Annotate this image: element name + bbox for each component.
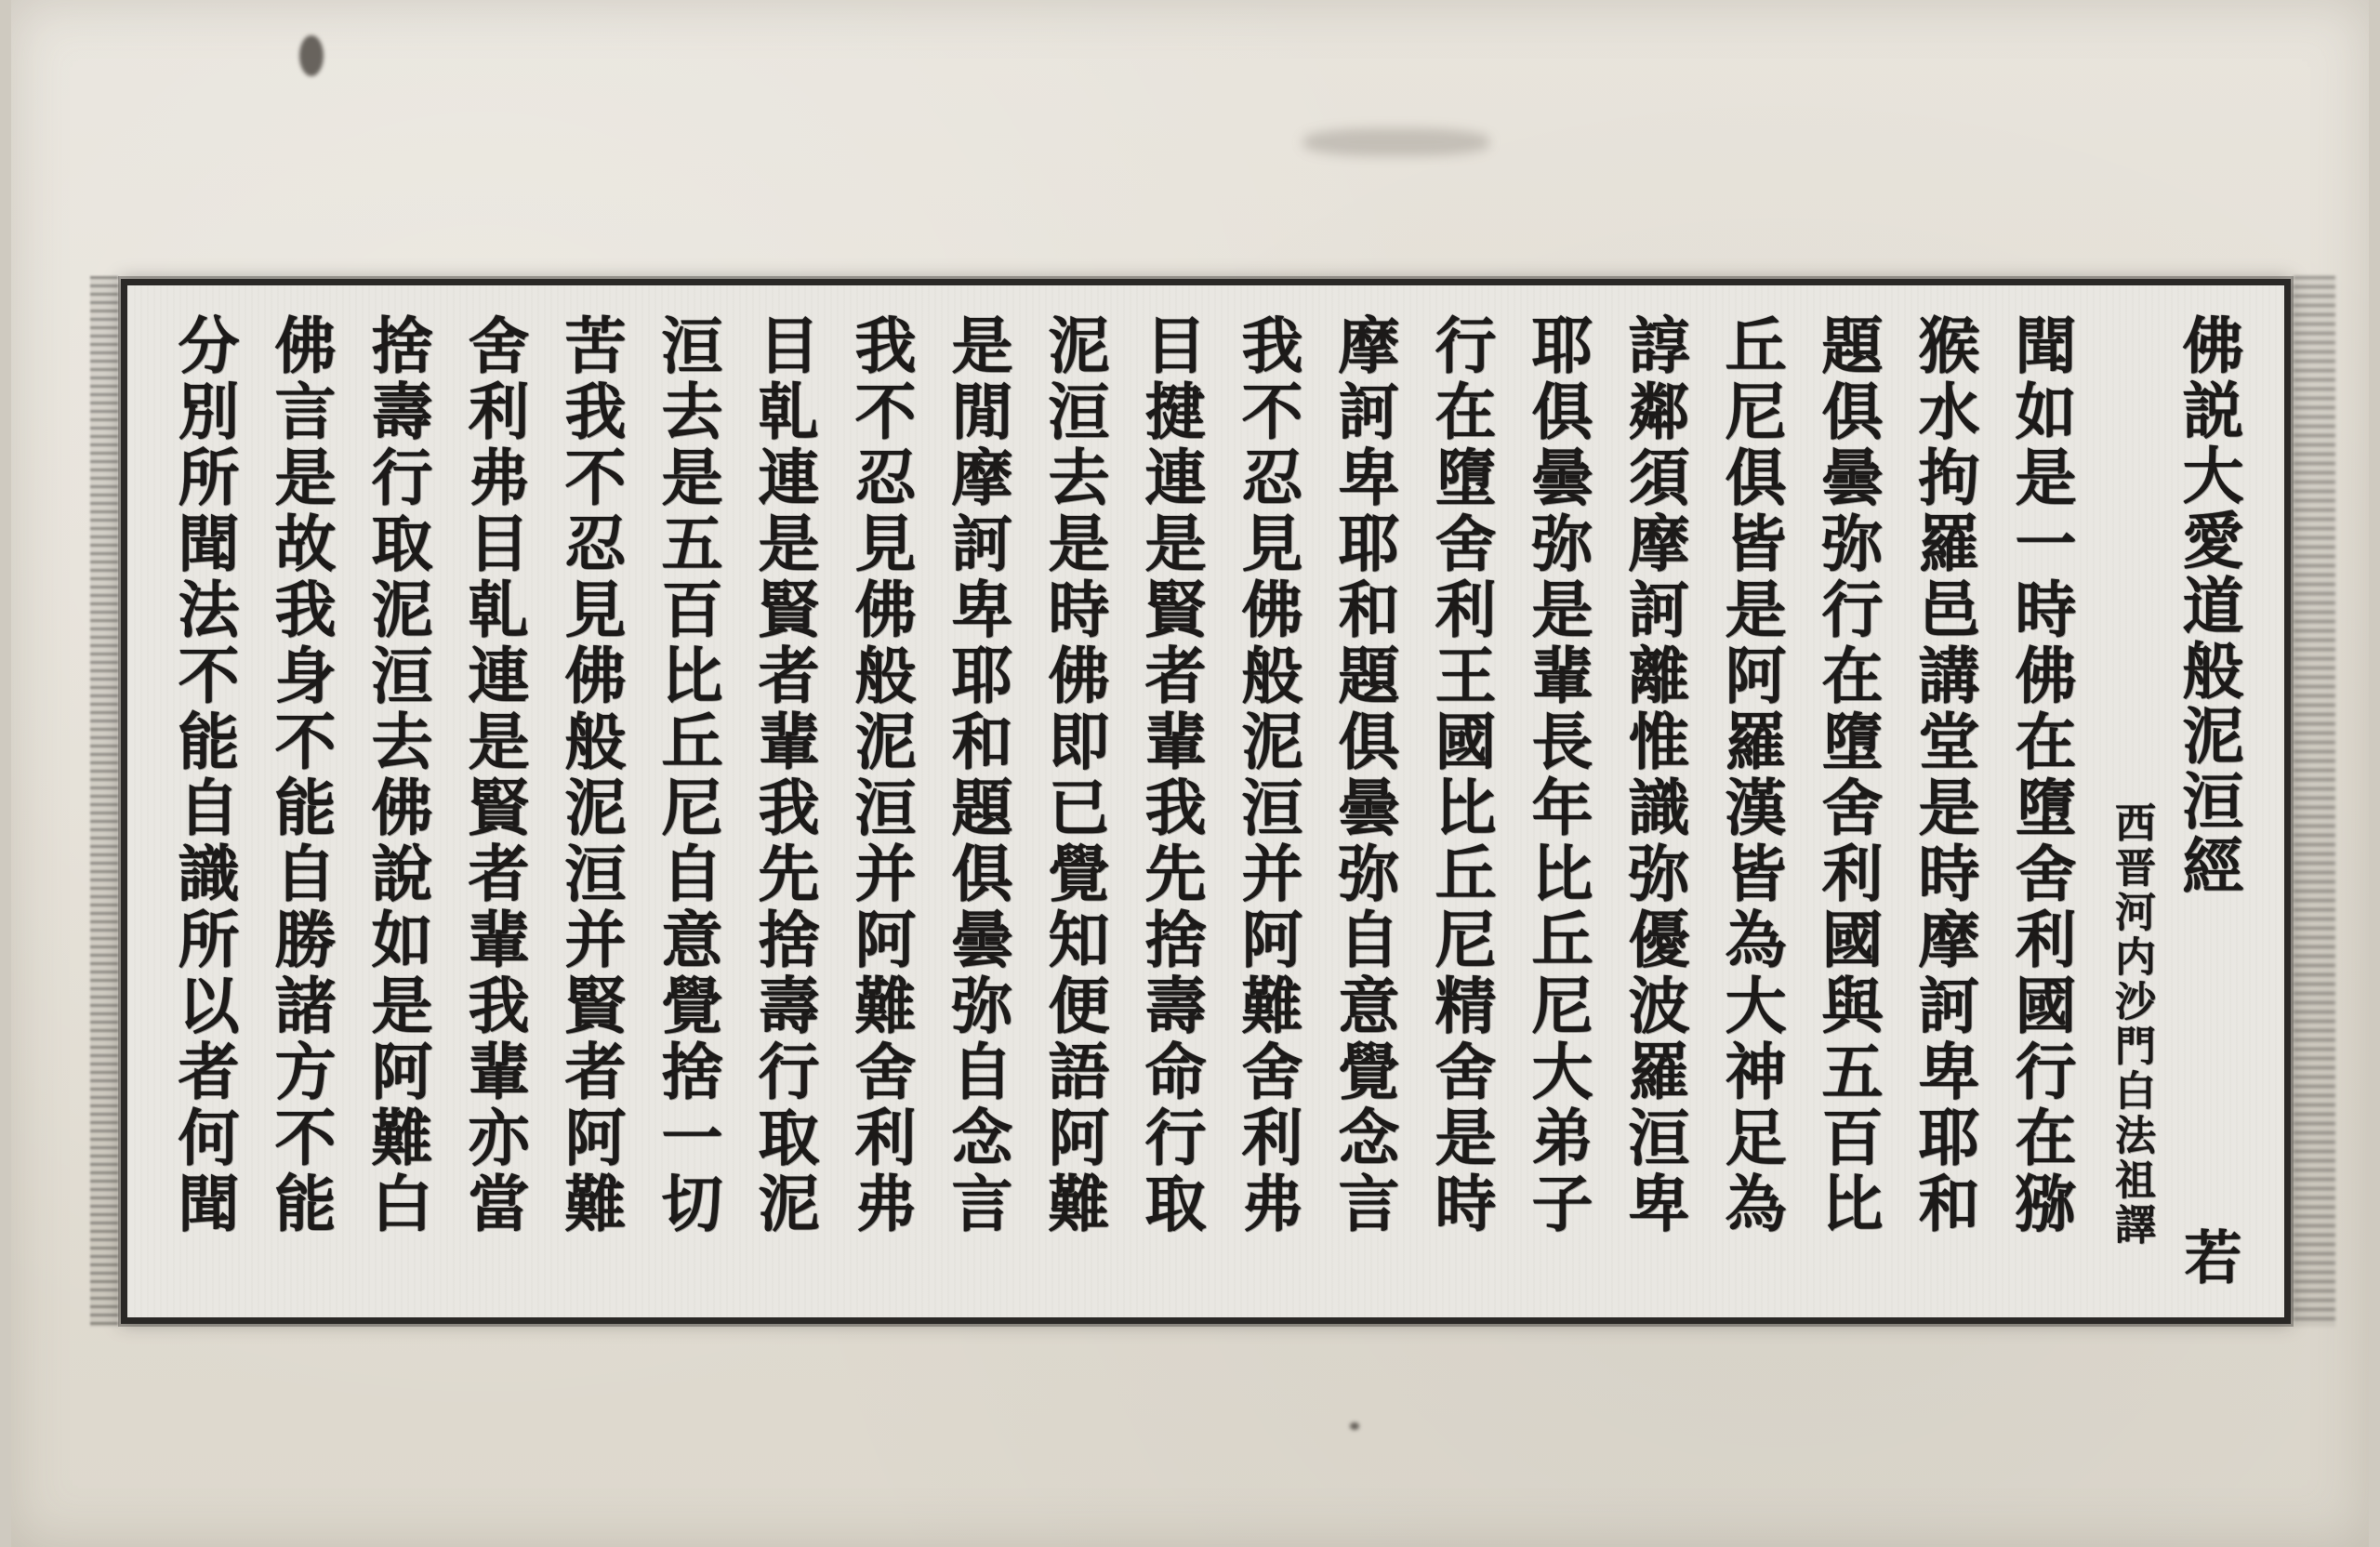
text-column: 我不忍見佛般泥洹并阿難舍利弗 xyxy=(844,313,917,1237)
text-column: 捨壽行取泥洹去佛說如是阿難白 xyxy=(361,313,433,1237)
text-column: 猴水拘羅邑講堂是時摩訶卑耶和 xyxy=(1908,313,1980,1237)
text-column: 行在墮舍利王國比丘尼精舍是時 xyxy=(1424,313,1497,1237)
text-column: 泥洹去是時佛即已覺知便語阿難 xyxy=(1038,313,1110,1237)
text-column: 諄鄰須摩訶離惟識弥優波羅洹卑 xyxy=(1618,313,1690,1237)
text-column: 題俱曇弥行在墮舍利國與五百比 xyxy=(1811,313,1884,1237)
text-column: 我不忍見佛般泥洹并阿難舍利弗 xyxy=(1231,313,1303,1237)
ink-speck xyxy=(1350,1422,1359,1430)
text-columns xyxy=(146,313,2266,1299)
text-column: 摩訶卑耶和題俱曇弥自意覺念言 xyxy=(1328,313,1400,1237)
text-column: 苦我不忍見佛般泥洹并賢者阿難 xyxy=(554,313,627,1237)
scripture-page xyxy=(11,0,2369,1547)
translator-credit: 西晋河内沙門白法祖譯 xyxy=(2108,801,2155,1248)
text-column: 目揵連是賢者輩我先捨壽命行取 xyxy=(1134,313,1207,1237)
text-column: 丘尼俱皆是阿羅漢皆為大神足為 xyxy=(1714,313,1787,1237)
text-column: 舍利弗目乹連是賢者輩我輩亦當 xyxy=(457,313,530,1237)
text-column: 耶俱曇弥是輩長年比丘尼大弟子 xyxy=(1521,313,1593,1237)
text-column: 目乹連是賢者輩我先捨壽行取泥 xyxy=(747,313,820,1237)
text-column: 是閒摩訶卑耶和題俱曇弥自念言 xyxy=(941,313,1013,1237)
text-column: 分別所聞法不能自識所以者何聞 xyxy=(167,313,240,1237)
translator-column xyxy=(2089,313,2163,1299)
text-column: 佛言是故我身不能自勝諸方不能 xyxy=(264,313,337,1237)
ink-smudge xyxy=(1303,128,1489,156)
ink-blot xyxy=(299,35,324,76)
volume-mark: 若 xyxy=(2175,1227,2242,1289)
text-column: 聞如是一時佛在墮舍利國行在猕 xyxy=(2004,313,2077,1237)
title-column xyxy=(2163,313,2266,1299)
text-column: 洹去是五百比丘尼自意覺捨一切 xyxy=(651,313,723,1237)
sutra-title: 佛説大愛道般泥洹經 xyxy=(2172,313,2244,899)
printed-text-block xyxy=(121,279,2291,1324)
